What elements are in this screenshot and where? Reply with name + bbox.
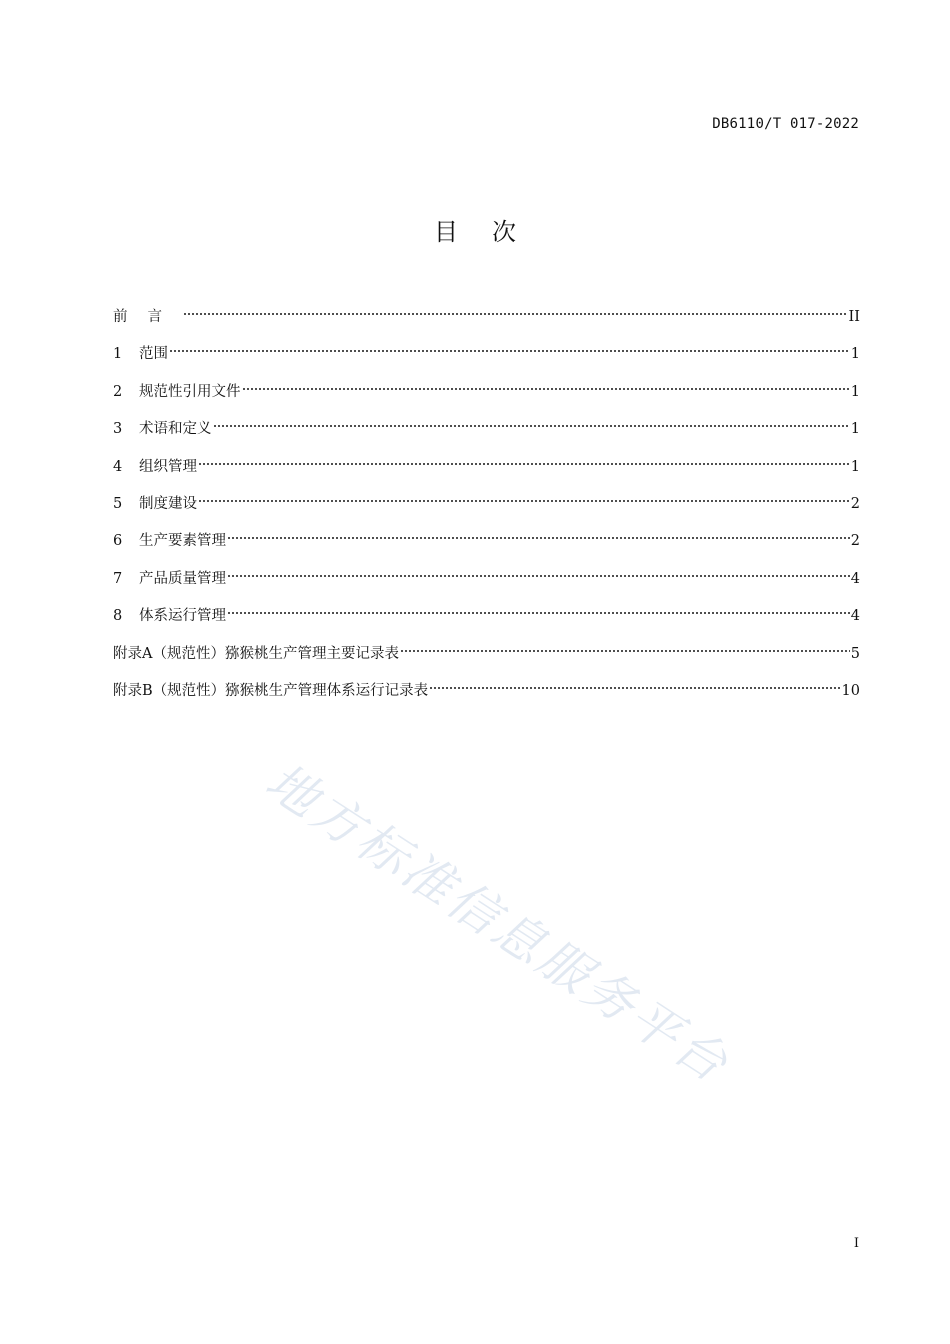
toc-leader-dots [227, 573, 850, 579]
toc-entry-label: 前言 [113, 309, 182, 325]
toc-leader-dots [429, 685, 840, 691]
toc-entry-page: 1 [850, 421, 860, 438]
toc-leader-dots [400, 648, 850, 654]
toc-leader-dots [227, 535, 850, 541]
toc-entry-appendix[interactable] [113, 680, 860, 717]
toc-entry[interactable] [113, 605, 860, 642]
toc-entry-page: 1 [850, 383, 860, 400]
toc-entry-label: 范围 [139, 346, 168, 363]
toc-entry-page: 1 [850, 346, 860, 363]
toc-entry-label: 规范性引用文件 [139, 383, 241, 400]
watermark: 地方标准信息服务平台 [255, 751, 741, 1095]
toc-entry[interactable] [113, 306, 860, 343]
toc-entry-appendix[interactable] [113, 643, 860, 680]
toc-entry-number: 7 [113, 570, 123, 587]
toc-entry-label: 附录A（规范性）猕猴桃生产管理主要记录表 [113, 645, 399, 662]
document-code: DB6110/T 017-2022 [712, 116, 859, 132]
toc-entry-number: 5 [113, 495, 123, 512]
toc-entry-page: 4 [850, 570, 860, 587]
toc-entry[interactable] [113, 418, 860, 455]
toc-entry-label: 体系运行管理 [139, 608, 226, 625]
toc-entry-number: 2 [113, 383, 123, 400]
toc-leader-dots [213, 423, 850, 429]
toc-entry-label: 制度建设 [139, 495, 197, 512]
toc-leader-dots [198, 461, 850, 467]
toc-entry-number: 6 [113, 533, 123, 550]
toc-entry-page: 2 [850, 533, 860, 550]
toc-entry[interactable] [113, 381, 860, 418]
toc-entry-label: 附录B（规范性）猕猴桃生产管理体系运行记录表 [113, 682, 429, 699]
toc-entry-page: 5 [850, 645, 860, 662]
toc-leader-dots [198, 498, 850, 504]
toc-entry[interactable] [113, 493, 860, 530]
toc-leader-dots [183, 311, 848, 317]
toc-title: 目次 [434, 218, 550, 246]
toc-entry-label: 产品质量管理 [139, 570, 226, 587]
toc-entry-number: 4 [113, 458, 123, 475]
toc-entry[interactable] [113, 568, 860, 605]
toc-entry[interactable] [113, 456, 860, 493]
toc-entry[interactable] [113, 343, 860, 380]
toc-entry-page: 1 [850, 458, 860, 475]
toc-entry-label: 组织管理 [139, 458, 197, 475]
toc-leader-dots [227, 610, 850, 616]
toc-entry-label: 术语和定义 [139, 421, 212, 438]
toc-entry-number: 1 [113, 346, 123, 363]
page-number: I [853, 1236, 859, 1251]
toc-entry-page: 4 [850, 608, 860, 625]
toc-leader-dots [169, 348, 850, 354]
toc-entry[interactable] [113, 530, 860, 567]
toc-leader-dots [242, 386, 850, 392]
toc-entry-page: II [848, 309, 860, 325]
toc-entry-page: 10 [841, 682, 860, 699]
toc-entry-page: 2 [850, 495, 860, 512]
table-of-contents [113, 306, 860, 717]
toc-entry-number: 8 [113, 608, 123, 625]
toc-entry-number: 3 [113, 421, 123, 438]
toc-entry-label: 生产要素管理 [139, 533, 226, 550]
